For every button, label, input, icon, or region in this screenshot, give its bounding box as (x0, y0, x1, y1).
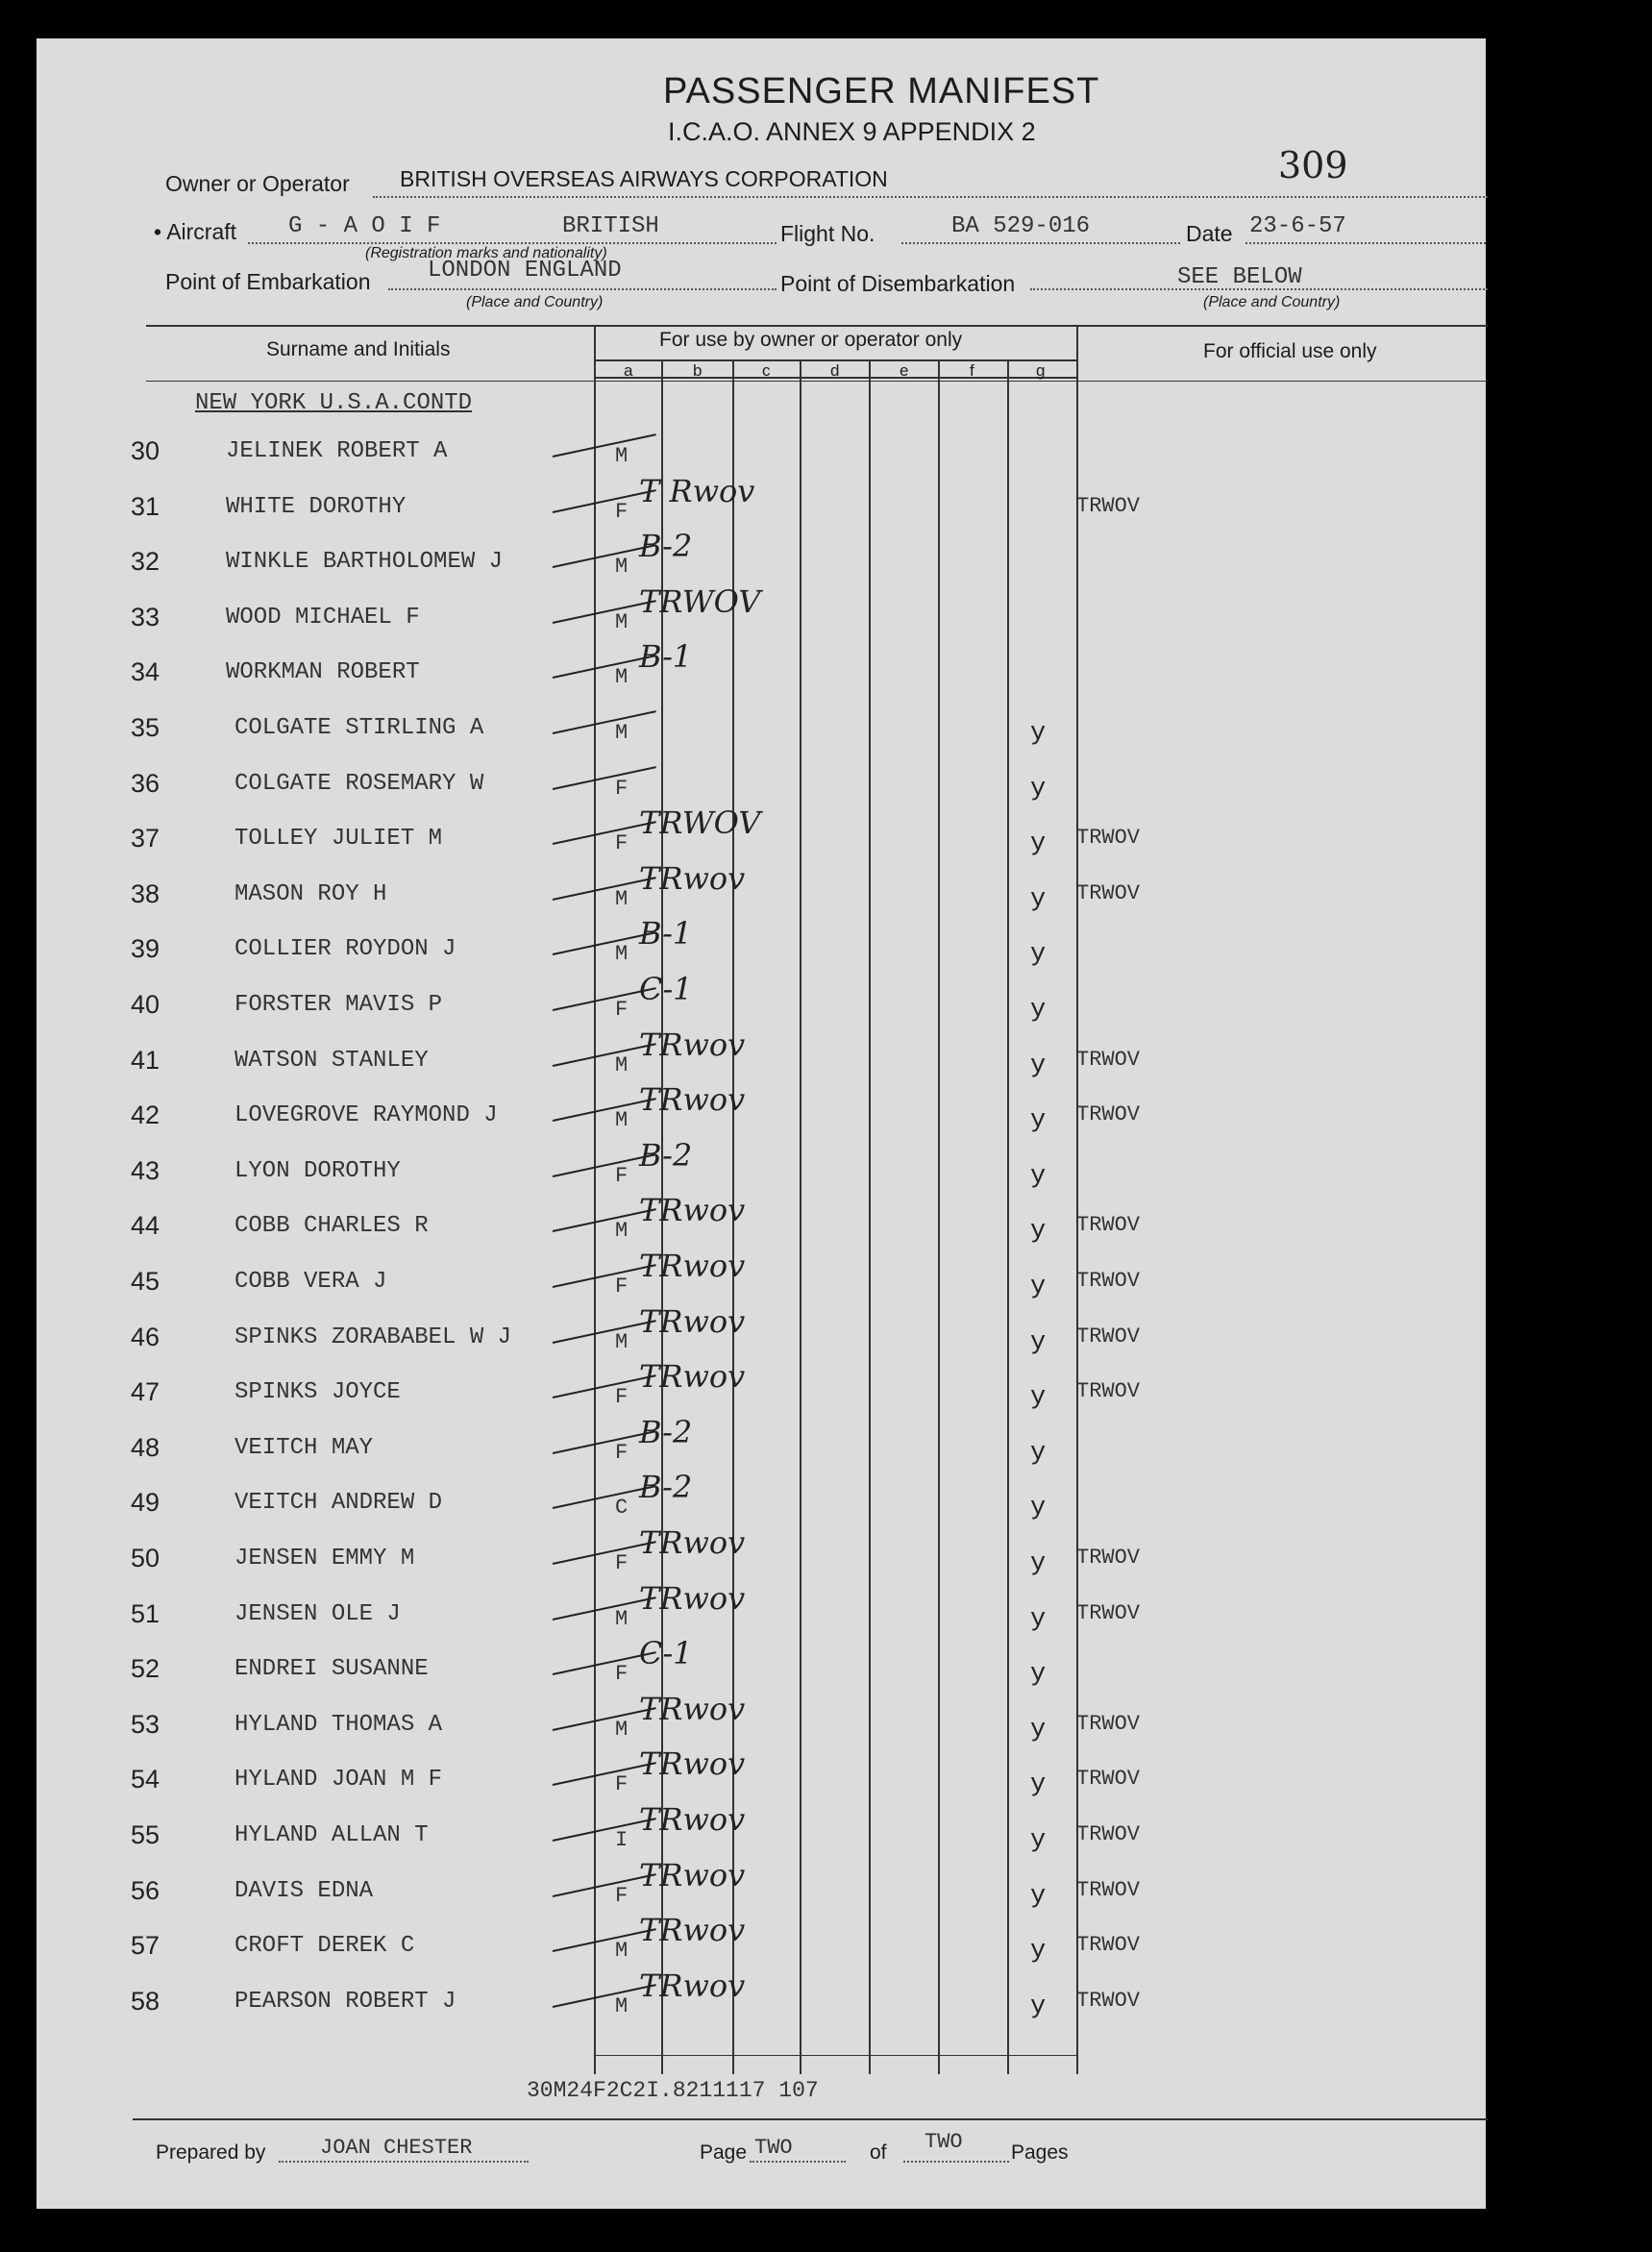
passenger-sex-code: F (615, 1385, 629, 1409)
official-use-stamp: TRWOV (1076, 1048, 1141, 1072)
of-label: of (870, 2141, 887, 2164)
passenger-name: WATSON STANLEY (234, 1048, 429, 1074)
official-use-stamp: TRWOV (1076, 1102, 1141, 1126)
row-number: 53 (131, 1710, 160, 1739)
row-number: 33 (131, 603, 160, 631)
passenger-name: VEITCH MAY (234, 1435, 374, 1461)
passenger-sex-code: F (615, 1884, 629, 1908)
passenger-sex-code: F (615, 1551, 629, 1575)
handwritten-visa-note: TRwov (639, 1081, 746, 1118)
passenger-name: FORSTER MAVIS P (234, 992, 443, 1018)
official-use-stamp: TRWOV (1076, 1213, 1141, 1237)
handwritten-visa-note: B-2 (639, 1414, 693, 1450)
col-letter-d: d (830, 361, 840, 380)
row-number: 34 (131, 657, 160, 686)
column-g-mark: y (1030, 1494, 1047, 1522)
row-number: 39 (131, 934, 160, 963)
row-number: 36 (131, 769, 160, 798)
flight-label: Flight No. (780, 221, 875, 246)
document-title: PASSENGER MANIFEST (663, 71, 1100, 111)
passenger-sex-code: M (615, 1939, 629, 1963)
handwritten-visa-note: B-2 (639, 1137, 693, 1174)
passenger-sex-code: M (615, 1219, 629, 1243)
row-number: 35 (131, 713, 160, 742)
column-g-mark: y (1030, 1439, 1047, 1468)
handwritten-visa-note: B-2 (639, 1469, 693, 1505)
col-header-official: For official use only (1203, 340, 1377, 362)
passenger-name: JENSEN OLE J (234, 1601, 401, 1627)
col-letter-f: f (970, 361, 974, 380)
of-value: TWO (925, 2130, 963, 2154)
row-number: 58 (131, 1987, 160, 2016)
document-subtitle: I.C.A.O. ANNEX 9 APPENDIX 2 (668, 117, 1036, 146)
handwritten-visa-note: TRwov (639, 1580, 746, 1617)
passenger-sex-code: F (615, 1164, 629, 1188)
handwritten-visa-note: TRwov (639, 1192, 746, 1228)
passenger-name: JELINEK ROBERT A (226, 438, 448, 464)
handwritten-visa-note: TRWOV (639, 804, 761, 841)
handwritten-visa-note: TRwov (639, 860, 746, 897)
column-g-mark: y (1030, 1882, 1047, 1911)
official-use-stamp: TRWOV (1076, 1546, 1141, 1570)
column-g-mark: y (1030, 1273, 1047, 1301)
prepared-by-label: Prepared by (156, 2141, 266, 2164)
passenger-name: COBB VERA J (234, 1269, 387, 1295)
passenger-sex-code: F (615, 1772, 629, 1796)
passenger-sex-code: F (615, 1662, 629, 1686)
date-label: Date (1186, 221, 1233, 246)
column-g-mark: y (1030, 1217, 1047, 1246)
handwritten-visa-note: TRwov (639, 1912, 746, 1948)
passenger-sex-code: M (615, 610, 629, 634)
passenger-name: LOVEGROVE RAYMOND J (234, 1102, 498, 1128)
col-letter-e: e (900, 361, 909, 380)
handwritten-visa-note: TRwov (639, 1691, 746, 1727)
passenger-sex-code: F (615, 1441, 629, 1465)
row-number: 48 (131, 1433, 160, 1462)
passenger-sex-code: M (615, 444, 629, 468)
official-use-stamp: TRWOV (1076, 1767, 1141, 1791)
row-number: 51 (131, 1599, 160, 1628)
passenger-name: WINKLE BARTHOLOMEW J (226, 549, 504, 575)
handwritten-visa-note: TRwov (639, 1524, 746, 1561)
aircraft-nationality: BRITISH (562, 213, 659, 239)
column-g-mark: y (1030, 1660, 1047, 1689)
handwritten-visa-note: B-2 (639, 528, 693, 564)
passenger-name: SPINKS ZORABABEL W J (234, 1324, 512, 1350)
passenger-sex-code: M (615, 555, 629, 579)
handwritten-visa-note: T Rwov (639, 473, 755, 509)
aircraft-label: • Aircraft (154, 219, 237, 244)
embark-note: (Place and Country) (466, 294, 604, 310)
owner-value: BRITISH OVERSEAS AIRWAYS CORPORATION (400, 166, 888, 191)
row-number: 32 (131, 547, 160, 576)
official-use-stamp: TRWOV (1076, 1601, 1141, 1625)
handwritten-visa-note: TRwov (639, 1967, 746, 2004)
official-use-stamp: TRWOV (1076, 1989, 1141, 2013)
passenger-name: TOLLEY JULIET M (234, 826, 443, 852)
handwritten-visa-note: TRwov (639, 1248, 746, 1284)
official-use-stamp: TRWOV (1076, 826, 1141, 850)
passenger-name: HYLAND JOAN M F (234, 1767, 443, 1793)
column-g-mark: y (1030, 1106, 1047, 1135)
date-value: 23-6-57 (1249, 213, 1346, 239)
handwritten-visa-note: C-1 (639, 971, 693, 1007)
passenger-name: COBB CHARLES R (234, 1213, 429, 1239)
page-label: Page (700, 2141, 748, 2164)
aircraft-note: (Registration marks and nationality) (365, 245, 607, 261)
column-g-mark: y (1030, 775, 1047, 804)
row-number: 46 (131, 1323, 160, 1351)
passenger-sex-code: M (615, 887, 629, 911)
official-use-stamp: TRWOV (1076, 881, 1141, 905)
column-g-mark: y (1030, 1162, 1047, 1191)
official-use-stamp: TRWOV (1076, 494, 1141, 518)
column-g-mark: y (1030, 1328, 1047, 1357)
column-g-mark: y (1030, 1992, 1047, 2021)
col-letter-c: c (762, 361, 771, 380)
passenger-sex-code: F (615, 500, 629, 524)
totals-line: 30M24F2C2I.8211117 107 (527, 2078, 819, 2103)
row-number: 52 (131, 1654, 160, 1683)
passenger-name: VEITCH ANDREW D (234, 1490, 443, 1516)
passenger-name: COLGATE ROSEMARY W (234, 771, 484, 797)
col-letter-a: a (624, 361, 633, 380)
owner-label: Owner or Operator (165, 171, 350, 196)
row-number: 38 (131, 879, 160, 908)
passenger-sex-code: M (615, 665, 629, 689)
embark-value: LONDON ENGLAND (428, 258, 622, 284)
passenger-sex-code: M (615, 1994, 629, 2018)
row-number: 44 (131, 1211, 160, 1240)
row-number: 56 (131, 1876, 160, 1905)
handwritten-visa-note: TRwov (639, 1303, 746, 1340)
passenger-sex-code: M (615, 942, 629, 966)
passenger-sex-code: C (615, 1496, 629, 1520)
column-g-mark: y (1030, 1770, 1047, 1799)
page-stamp-number: 309 (1278, 144, 1348, 186)
handwritten-visa-note: TRwov (639, 1857, 746, 1893)
row-number: 30 (131, 436, 160, 465)
passenger-name: JENSEN EMMY M (234, 1546, 415, 1571)
column-g-mark: y (1030, 1605, 1047, 1634)
column-g-mark: y (1030, 1549, 1047, 1578)
handwritten-visa-note: C-1 (639, 1635, 693, 1671)
col-header-owner: For use by owner or operator only (659, 329, 963, 351)
passenger-name: COLGATE STIRLING A (234, 715, 484, 741)
col-letter-b: b (693, 361, 703, 380)
column-g-mark: y (1030, 885, 1047, 914)
column-g-mark: y (1030, 1383, 1047, 1412)
column-g-mark: y (1030, 940, 1047, 969)
column-g-mark: y (1030, 996, 1047, 1025)
passenger-sex-code: I (615, 1828, 629, 1852)
official-use-stamp: TRWOV (1076, 1712, 1141, 1736)
passenger-name: LYON DOROTHY (234, 1158, 401, 1184)
passenger-name: HYLAND THOMAS A (234, 1712, 443, 1738)
passenger-name: SPINKS JOYCE (234, 1379, 401, 1405)
column-g-mark: y (1030, 829, 1047, 858)
passenger-name: WORKMAN ROBERT (226, 659, 420, 685)
handwritten-visa-note: B-1 (639, 638, 693, 675)
handwritten-visa-note: TRwov (639, 1027, 746, 1063)
aircraft-registration: G - A O I F (288, 213, 441, 239)
handwritten-visa-note: TRwov (639, 1745, 746, 1782)
passenger-name: MASON ROY H (234, 881, 387, 907)
passenger-sex-code: F (615, 1274, 629, 1299)
col-header-surname: Surname and Initials (266, 338, 451, 360)
official-use-stamp: TRWOV (1076, 1933, 1141, 1957)
row-number: 57 (131, 1931, 160, 1960)
official-use-stamp: TRWOV (1076, 1269, 1141, 1293)
passenger-name: CROFT DEREK C (234, 1933, 415, 1959)
official-use-stamp: TRWOV (1076, 1878, 1141, 1902)
flight-number: BA 529-016 (951, 213, 1091, 239)
column-g-mark: y (1030, 1826, 1047, 1855)
column-g-mark: y (1030, 1937, 1047, 1966)
row-number: 45 (131, 1267, 160, 1296)
passenger-sex-code: M (615, 1330, 629, 1354)
page-value: TWO (754, 2136, 793, 2160)
official-use-stamp: TRWOV (1076, 1379, 1141, 1403)
passenger-name: WHITE DOROTHY (226, 494, 407, 520)
passenger-sex-code: F (615, 777, 629, 801)
passenger-sex-code: F (615, 831, 629, 855)
row-number: 50 (131, 1544, 160, 1572)
row-number: 43 (131, 1156, 160, 1185)
row-number: 40 (131, 990, 160, 1019)
prepared-by-value: JOAN CHESTER (320, 2136, 473, 2160)
col-letter-g: g (1036, 361, 1046, 380)
column-g-mark: y (1030, 1716, 1047, 1745)
passenger-name: PEARSON ROBERT J (234, 1989, 456, 2015)
passenger-sex-code: F (615, 998, 629, 1022)
passenger-sex-code: M (615, 721, 629, 745)
row-number: 42 (131, 1101, 160, 1129)
handwritten-visa-note: TRwov (639, 1358, 746, 1395)
row-number: 47 (131, 1377, 160, 1406)
passenger-name: HYLAND ALLAN T (234, 1822, 429, 1848)
embark-label: Point of Embarkation (165, 269, 371, 294)
pages-label: Pages (1011, 2141, 1069, 2164)
row-number: 31 (131, 492, 160, 521)
row-number: 41 (131, 1046, 160, 1075)
section-heading: NEW YORK U.S.A.CONTD (195, 390, 473, 416)
disembark-note: (Place and Country) (1203, 294, 1341, 310)
handwritten-visa-note: B-1 (639, 915, 693, 952)
handwritten-visa-note: TRWOV (639, 583, 761, 620)
passenger-sex-code: M (615, 1607, 629, 1631)
disembark-label: Point of Disembarkation (780, 271, 1016, 296)
disembark-value: SEE BELOW (1177, 264, 1302, 290)
row-number: 49 (131, 1488, 160, 1517)
passenger-name: ENDREI SUSANNE (234, 1656, 429, 1682)
official-use-stamp: TRWOV (1076, 1324, 1141, 1349)
row-number: 55 (131, 1820, 160, 1849)
column-g-mark: y (1030, 719, 1047, 748)
passenger-sex-code: M (615, 1108, 629, 1132)
passenger-name: WOOD MICHAEL F (226, 605, 420, 631)
handwritten-visa-note: TRwov (639, 1801, 746, 1838)
row-number: 37 (131, 824, 160, 853)
row-number: 54 (131, 1765, 160, 1794)
passenger-name: COLLIER ROYDON J (234, 936, 456, 962)
column-g-mark: y (1030, 1052, 1047, 1080)
passenger-sex-code: M (615, 1053, 629, 1077)
official-use-stamp: TRWOV (1076, 1822, 1141, 1846)
passenger-name: DAVIS EDNA (234, 1878, 374, 1904)
passenger-sex-code: M (615, 1718, 629, 1742)
